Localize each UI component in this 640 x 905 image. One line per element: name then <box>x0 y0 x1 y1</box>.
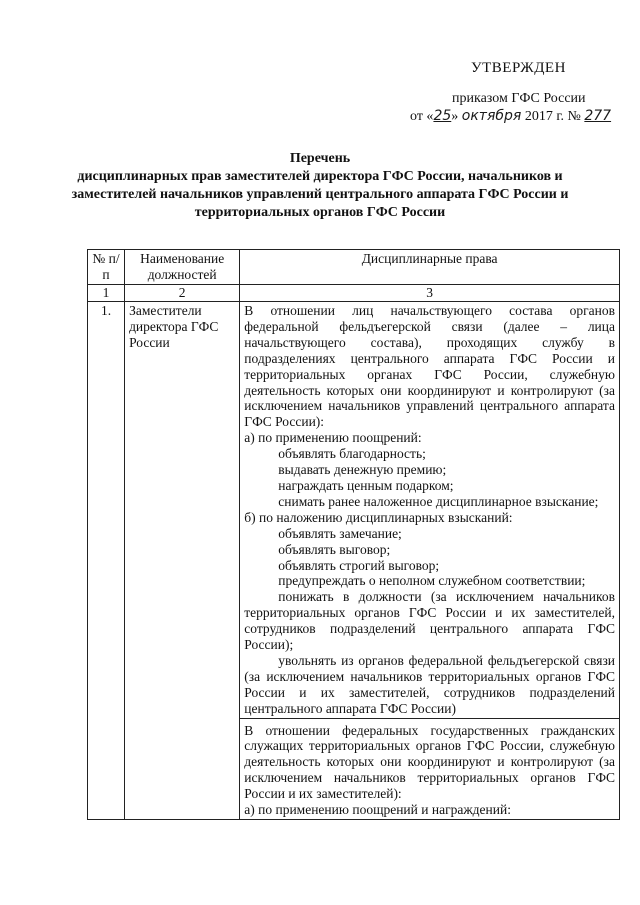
rights-paragraph: б) по наложению дисциплинарных взысканий: <box>244 509 513 525</box>
rights-paragraph: объявлять благодарность; <box>278 446 426 462</box>
rights-paragraph: а) по применению поощрений и награждений: <box>244 802 511 818</box>
table-header-row <box>88 250 620 285</box>
column-number-row <box>88 285 620 302</box>
date-prefix: от « <box>410 109 434 124</box>
approved-title: УТВЕРЖДЕН <box>471 60 566 76</box>
approved-order-line: приказом ГФС России <box>452 91 586 106</box>
header-rights: Дисциплинарные права <box>240 250 620 285</box>
rights-paragraph: снимать ранее наложенное дисциплинарное взыскание; <box>278 493 599 509</box>
approved-date-line <box>410 108 611 125</box>
document-title: Перечень <box>289 151 351 166</box>
rights-paragraph: объявлять строгий выговор; <box>278 557 440 573</box>
rights-paragraph: выдавать денежную премию; <box>278 462 447 478</box>
handwritten-day: 25 <box>433 108 452 124</box>
rights-cell <box>240 302 620 719</box>
table-row <box>88 302 620 719</box>
rights-paragraph: понижать в должности (за исключением начальников территориальных органов ГФС России и их заместителей, сотрудников подразделений центрального аппарата ГФС России); <box>244 589 615 653</box>
column-number: 1 <box>88 285 125 302</box>
handwritten-month: октября <box>461 108 522 124</box>
document-subtitle: дисциплинарных прав заместителей директора ГФС России, начальников и заместителей начальников управлений центрального аппарата ГФС России и территориальных органов ГФС России <box>71 169 569 220</box>
position-name: Заместители директора ГФС России <box>125 302 240 820</box>
rights-paragraph: объявлять замечание; <box>278 525 402 541</box>
handwritten-number: 277 <box>584 108 612 124</box>
date-mid: » <box>451 109 462 124</box>
rights-cell <box>240 718 620 819</box>
rights-paragraph: В отношении федеральных государственных гражданских служащих территориальных органов ГФС России, служебную деятельность которых они координируют и контролируют (за исключением начальников территориальных органов ГФС России и их заместителей): <box>244 722 615 802</box>
rights-paragraph: увольнять из органов федеральной фельдъегерской связи (за исключением начальников территориальных органов ГФС России и их заместителей, сотрудников подразделений центрального аппарата ГФС России) <box>244 652 615 716</box>
row-number: 1. <box>88 302 125 820</box>
header-num: № п/п <box>88 250 125 285</box>
year-text: 2017 г. № <box>521 109 585 124</box>
rights-paragraph: награждать ценным подарком; <box>278 477 454 493</box>
rights-paragraph: В отношении лиц начальствующего состава органов федеральной фельдъегерской связи (далее – лица начальствующего состава), проходящих службу в подразделениях центрального аппарата ГФС России и территориальных органах ГФС России, служебную деятельность которых они координируют и контролируют (за исключением начальников управлений центрального аппарата ГФС России): <box>244 303 615 430</box>
column-number: 3 <box>240 285 620 302</box>
rights-table <box>87 249 620 820</box>
column-number: 2 <box>125 285 240 302</box>
rights-paragraph: объявлять выговор; <box>278 541 391 557</box>
rights-paragraph: а) по применению поощрений: <box>244 430 422 446</box>
rights-paragraph: предупреждать о неполном служебном соответствии; <box>278 573 586 589</box>
header-position: Наименование должностей <box>125 250 240 285</box>
